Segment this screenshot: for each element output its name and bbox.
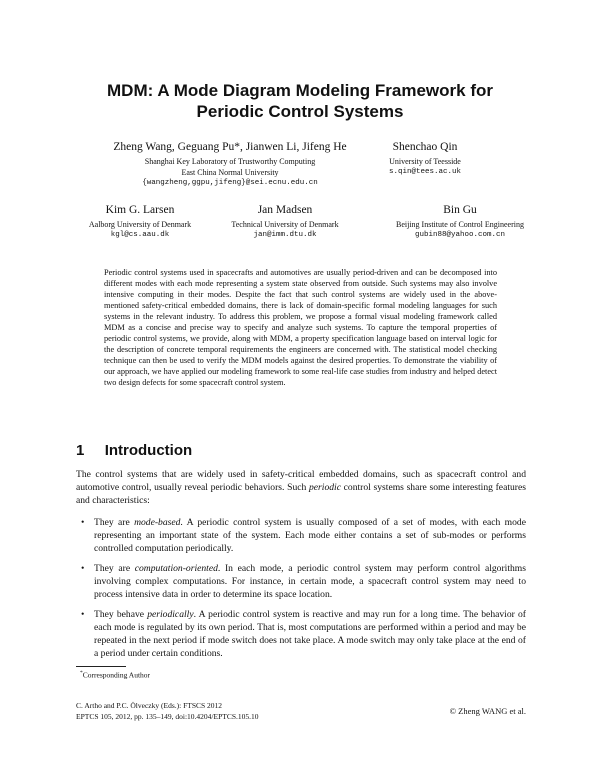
venue-line: C. Artho and P.C. Ölveczky (Eds.): FTSCS 2012 [76,701,223,710]
item-post: . A periodic control system is reactive and may run for a long time. The behavior of each mode is regulated by its own period. That is, most computations are performed within a period and may be repeated in the next period if mode switch does not take place. A mode switch may only take place at the end of a period under certain conditions. [94,609,526,659]
venue-footer [76,700,259,722]
abstract-text: Periodic control systems used in spacecrafts and automotives are usually period-driven and can be decomposed into different modes with each mode representing a system state observed from outside. Such systems may also involve intensive computing in their modes. Despite the fact that such control systems are widely used in the above-mentioned safety-critical embedded domains, there is lack of domain-specific formal modeling languages for such systems in the relevant industry. To address this problem, we propose a formal visual modeling framework called MDM as a concise and precise way to specify and analyze such systems. To capture the temporal properties of periodic control systems, we provide, along with MDM, a property specification language based on interval logic for the description of concrete temporal requirements the engineers are concerned with. The statistical model checking technique can then be used to verify the MDM models against the desired properties. To demonstrate the viability of our approach, we have applied our modeling framework to some real-life case studies from industry and helped detect two design defects for some spacecraft control system. [104,268,497,388]
section-heading [76,442,192,459]
paper-title [0,80,600,122]
author-email: jan@imm.dtu.dk [253,231,317,239]
doi-line: EPTCS 105, 2012, pp. 135–149, doi:10.4204/EPTCS.105.10 [76,712,259,721]
author-name: Bin Gu [443,204,477,216]
author-block-gu [375,203,545,241]
item-pre: They are [94,563,135,574]
author-email: gubin88@yahoo.com.cn [414,231,505,239]
item-emphasis: periodically [147,609,194,620]
author-name: Shenchao Qin [392,141,458,153]
author-affiliation: Beijing Institute of Control Engineering [396,220,524,229]
author-block-wang [110,140,350,189]
author-names: Zheng Wang, Geguang Pu*, Jianwen Li, Jifeng He [113,141,347,153]
author-block-qin [355,140,495,178]
abstract [104,267,497,389]
author-block-larsen [70,203,210,241]
author-email: kgl@cs.aau.dk [110,231,170,239]
author-affiliation: Aalborg University of Denmark [88,220,192,229]
copyright: © Zheng WANG et al. [449,706,526,716]
footnote: *Corresponding Author [80,670,151,680]
author-affiliation-2: East China Normal University [181,168,279,177]
item-post: . In each mode, a periodic control system may perform control algorithms involving complex computations. For instance, in certain mode, a spacecraft control system may need to process intensive data in order to determine its space location. [94,563,526,600]
item-post: . A periodic control system is usually composed of a set of modes, with each mode representing an important state of the system. Each mode either contains a set of sub-modes or performs controlled computation periodically. [94,517,526,554]
list-item [76,562,526,601]
author-block-madsen [215,203,355,241]
author-affiliation: Shanghai Key Laboratory of Trustworthy Computing [144,157,316,166]
title-line-2: Periodic Control Systems [196,102,404,121]
author-affiliation: Technical University of Denmark [231,220,339,229]
author-email: {wangzheng,ggpu,jifeng}@sei.ecnu.edu.cn [142,179,318,187]
author-name: Kim G. Larsen [105,204,175,216]
item-emphasis: mode-based [134,517,181,528]
item-pre: They behave [94,609,148,620]
list-item [76,516,526,555]
list-item [76,608,526,660]
section-number: 1 [76,442,85,459]
title-line-1: MDM: A Mode Diagram Modeling Framework for [107,81,493,100]
footnote-rule [76,666,126,667]
intro-body [76,468,526,667]
author-name: Jan Madsen [257,204,313,216]
item-emphasis: computation-oriented [134,563,218,574]
intro-emphasis: periodic [308,482,341,493]
item-pre: They are [94,517,135,528]
author-affiliation: University of Teesside [389,157,461,166]
footnote-text: Corresponding Author [82,670,151,680]
intro-text-b: control systems share some interesting features and characteristics: [76,482,526,506]
intro-text-a: The control systems that are widely used in safety-critical embedded domains, such as spacecraft control and automotive control, usually reveal periodic behaviors. Such [76,469,526,493]
intro-paragraph [76,468,526,507]
author-email: s.qin@tees.ac.uk [388,168,461,176]
feature-list [76,516,526,660]
section-title: Introduction [104,442,193,459]
